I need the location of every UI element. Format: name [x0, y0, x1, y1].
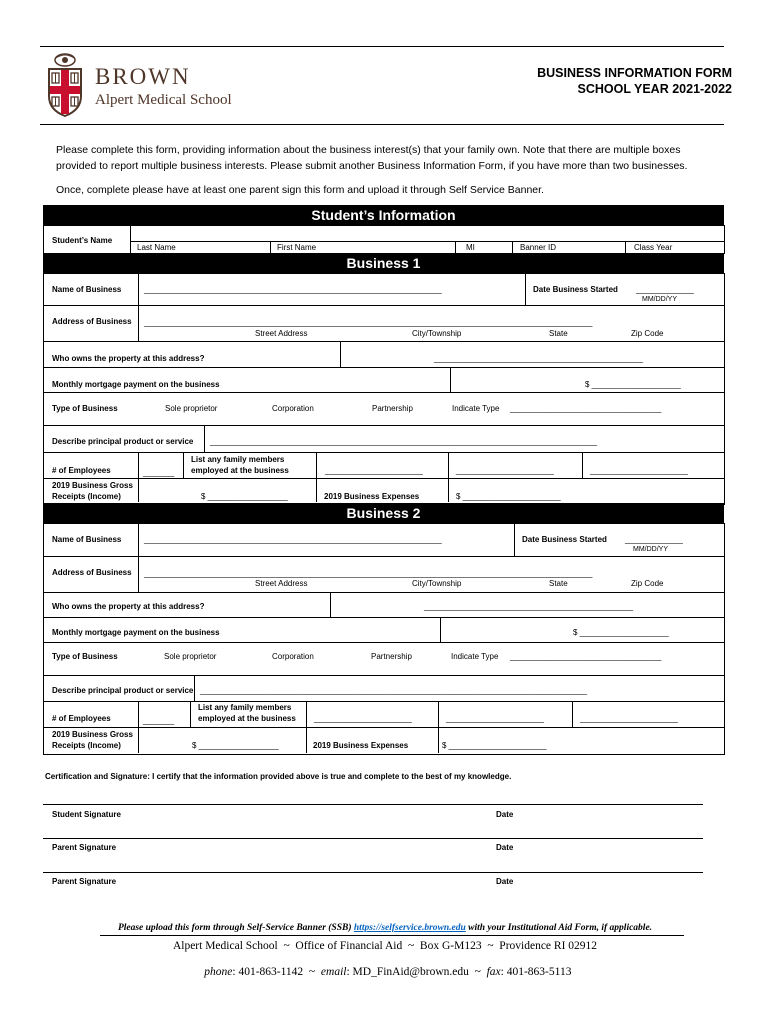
divider: [43, 452, 724, 453]
b1-family-label-1: List any family members: [191, 455, 285, 464]
b1-city-label: City/Township: [412, 329, 462, 338]
b2-product-field[interactable]: _______________________________________________________________________________________: [200, 686, 588, 695]
b1-name-field[interactable]: ______________________________________________________________________: [144, 285, 442, 294]
b2-type-label: Type of Business: [52, 652, 118, 661]
b1-gross-field[interactable]: $ __________________: [201, 492, 288, 501]
last-name-field[interactable]: Last Name: [137, 243, 176, 252]
school-year: SCHOOL YEAR 2021-2022: [577, 82, 732, 96]
b2-type-indicate[interactable]: Indicate Type: [451, 652, 499, 661]
b2-gross-label-2: Receipts (Income): [52, 741, 121, 750]
b2-family-field-1[interactable]: ______________________: [314, 714, 412, 723]
b1-mortgage-label: Monthly mortgage payment on the business: [52, 380, 220, 389]
divider: [43, 642, 724, 643]
office-address: Alpert Medical School ~ Office of Financial Aid ~ Box G-M123 ~ Providence RI 02912: [172, 940, 598, 952]
b1-date-field[interactable]: _____________: [636, 285, 694, 294]
intro-line-3: Once, complete please have at least one parent sign this form and upload it through Self Service Banner.: [56, 184, 544, 196]
b1-mortgage-field[interactable]: $ ____________________: [585, 380, 681, 389]
parent-signature-2-date[interactable]: Date: [496, 877, 514, 886]
divider: [43, 675, 724, 676]
phone-value: : 401-863-1142 ~: [232, 966, 321, 978]
divider: [43, 425, 724, 426]
b1-expenses-field[interactable]: $ ______________________: [456, 492, 561, 501]
email-value[interactable]: : MD_FinAid@brown.edu ~: [346, 966, 487, 978]
divider: [340, 341, 341, 367]
b1-type-sole[interactable]: Sole proprietor: [165, 404, 218, 413]
parent-signature-1-date[interactable]: Date: [496, 843, 514, 852]
b1-date-label: Date Business Started: [533, 285, 618, 294]
school-name: BROWN: [95, 64, 191, 89]
divider: [43, 838, 703, 839]
upload-text-pre: Please upload this form through Self-Service Banner (SSB): [117, 923, 354, 933]
contact-line: [0, 954, 770, 978]
class-year-field[interactable]: Class Year: [634, 243, 673, 252]
form-title: BUSINESS INFORMATION FORM: [537, 66, 732, 80]
divider: [438, 727, 439, 753]
b2-owner-field[interactable]: _______________________________________________: [424, 602, 634, 611]
b2-type-corp[interactable]: Corporation: [272, 652, 314, 661]
intro-line-2: provided to report multiple business interests. Please submit another Business Information Form, if you have more than two businesses.: [56, 160, 688, 172]
b1-expenses-label: 2019 Business Expenses: [324, 492, 420, 501]
b1-type-field[interactable]: __________________________________: [510, 404, 662, 413]
b1-owner-field[interactable]: _______________________________________________: [434, 354, 644, 363]
b2-owner-label: Who owns the property at this address?: [52, 602, 205, 611]
divider: [448, 452, 449, 478]
b2-mortgage-field[interactable]: $ ____________________: [573, 628, 669, 637]
divider: [572, 701, 573, 727]
divider: [43, 367, 724, 368]
divider: [138, 273, 139, 305]
divider: [194, 675, 195, 701]
b2-family-field-2[interactable]: ______________________: [446, 714, 544, 723]
divider: [138, 523, 139, 556]
divider: [438, 701, 439, 727]
b2-name-label: Name of Business: [52, 535, 122, 544]
intro-line-1: Please complete this form, providing information about the business interest(s) that your family own. Note that there are multiple boxes: [56, 144, 681, 156]
business-1-header: Business 1: [43, 253, 724, 273]
certification-statement: Certification and Signature: I certify that the information provided above is true and complete to the best of my knowledge.: [45, 772, 512, 781]
student-signature-field[interactable]: Student Signature: [52, 810, 121, 819]
business-2-header: Business 2: [43, 503, 724, 523]
divider: [43, 592, 724, 593]
fax-value: : 401-863-5113: [500, 966, 572, 978]
header-top-rule: [40, 46, 724, 47]
divider: [270, 241, 271, 253]
b2-zip-label: Zip Code: [631, 579, 664, 588]
b1-product-label: Describe principal product or service: [52, 437, 194, 446]
b1-gross-label-1: 2019 Business Gross: [52, 481, 133, 490]
b2-employees-label: # of Employees: [52, 714, 111, 723]
divider: [43, 341, 724, 342]
student-signature-date[interactable]: Date: [496, 810, 514, 819]
divider: [514, 523, 515, 556]
divider: [512, 241, 513, 253]
b2-expenses-label: 2019 Business Expenses: [313, 741, 409, 750]
b2-address-label: Address of Business: [52, 568, 132, 577]
divider: [330, 592, 331, 617]
b2-date-label: Date Business Started: [522, 535, 607, 544]
phone-label: phone: [204, 966, 233, 978]
divider: [43, 701, 724, 702]
b1-family-field-3[interactable]: ______________________: [590, 466, 688, 475]
email-label: email: [320, 966, 347, 978]
b2-city-label: City/Township: [412, 579, 462, 588]
b2-name-field[interactable]: ______________________________________________________________________: [144, 535, 442, 544]
b2-mortgage-label: Monthly mortgage payment on the business: [52, 628, 220, 637]
b2-date-hint: MM/DD/YY: [633, 546, 668, 553]
divider: [130, 225, 131, 253]
divider: [138, 305, 139, 341]
b1-employees-label: # of Employees: [52, 466, 111, 475]
footer-rule: [100, 935, 684, 936]
upload-instructions: [0, 923, 770, 933]
b2-street-label: Street Address: [255, 579, 308, 588]
b2-expenses-field[interactable]: $ ______________________: [442, 741, 547, 750]
b2-state-label: State: [549, 579, 568, 588]
b1-type-indicate[interactable]: Indicate Type: [452, 404, 500, 413]
divider: [43, 804, 703, 805]
divider: [204, 425, 205, 452]
divider: [43, 872, 703, 873]
b2-type-partner[interactable]: Partnership: [371, 652, 412, 661]
b1-gross-label-2: Receipts (Income): [52, 492, 121, 501]
b1-family-field-2[interactable]: ______________________: [456, 466, 554, 475]
divider: [455, 241, 456, 253]
b1-employees-field[interactable]: _______: [143, 468, 175, 477]
upload-text-post: with your Institutional Aid Form, if applicable.: [465, 923, 653, 933]
parent-signature-2-field[interactable]: Parent Signature: [52, 877, 117, 886]
divider: [183, 452, 184, 478]
b1-family-field-1[interactable]: ______________________: [325, 466, 423, 475]
header-bottom-rule: [40, 124, 724, 125]
divider: [525, 273, 526, 305]
student-name-label: Student’s Name: [52, 236, 113, 245]
divider: [130, 241, 724, 242]
mi-field[interactable]: MI: [466, 243, 475, 252]
b2-address-field[interactable]: ____________________________________________________________________________________________________________: [144, 569, 593, 578]
fax-label: fax: [486, 966, 501, 978]
b1-zip-label: Zip Code: [631, 329, 664, 338]
divider: [43, 305, 724, 306]
selfservice-link[interactable]: https://selfservice.brown.edu: [353, 923, 466, 933]
b1-type-label: Type of Business: [52, 404, 118, 413]
divider: [450, 367, 451, 392]
b1-type-corp[interactable]: Corporation: [272, 404, 314, 413]
divider: [190, 701, 191, 727]
student-section-header: Student’s Information: [43, 205, 724, 225]
b2-type-field[interactable]: __________________________________: [510, 652, 662, 661]
b1-street-label: Street Address: [255, 329, 308, 338]
divider: [316, 452, 317, 502]
b2-gross-field[interactable]: $ __________________: [192, 741, 279, 750]
divider: [43, 617, 724, 618]
brown-crest-icon: [46, 52, 84, 118]
b2-date-field[interactable]: _____________: [625, 535, 683, 544]
divider: [43, 727, 724, 728]
banner-id-field[interactable]: Banner ID: [520, 243, 557, 252]
b2-family-label-2: employed at the business: [198, 714, 296, 723]
first-name-field[interactable]: First Name: [277, 243, 317, 252]
b1-name-label: Name of Business: [52, 285, 122, 294]
b2-family-label-1: List any family members: [198, 703, 292, 712]
b1-date-hint: MM/DD/YY: [642, 296, 677, 303]
b1-address-field[interactable]: ____________________________________________________________________________________________________________: [144, 318, 593, 327]
divider: [138, 556, 139, 592]
b2-employees-field[interactable]: _______: [143, 716, 175, 725]
b2-gross-label-1: 2019 Business Gross: [52, 730, 133, 739]
divider: [448, 478, 449, 502]
divider: [440, 617, 441, 642]
divider: [582, 452, 583, 478]
parent-signature-1-field[interactable]: Parent Signature: [52, 843, 117, 852]
divider: [625, 241, 626, 253]
b2-type-sole[interactable]: Sole proprietor: [164, 652, 217, 661]
b2-product-label: Describe principal product or service: [52, 686, 194, 695]
divider: [43, 556, 724, 557]
b1-product-field[interactable]: _______________________________________________________________________________________: [210, 437, 598, 446]
b1-state-label: State: [549, 329, 568, 338]
school-subtitle: Alpert Medical School: [95, 92, 232, 108]
b1-address-label: Address of Business: [52, 317, 132, 326]
divider: [43, 392, 724, 393]
divider: [138, 452, 139, 502]
divider: [43, 478, 724, 479]
b2-family-field-3[interactable]: ______________________: [580, 714, 678, 723]
b1-family-label-2: employed at the business: [191, 466, 289, 475]
b1-type-partner[interactable]: Partnership: [372, 404, 413, 413]
b1-owner-label: Who owns the property at this address?: [52, 354, 205, 363]
